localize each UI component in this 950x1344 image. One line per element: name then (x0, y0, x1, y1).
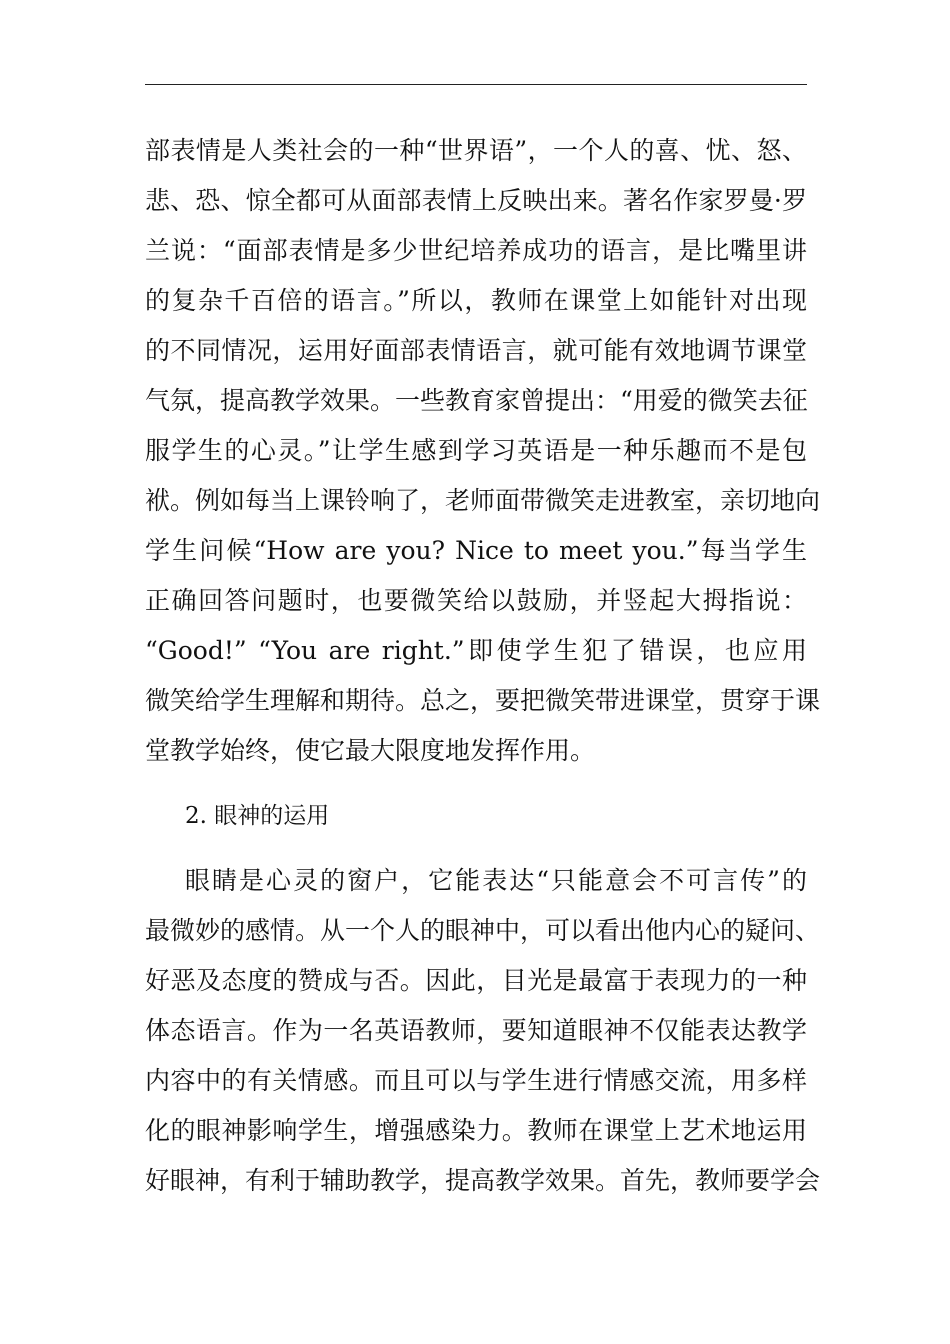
text-line: 服学生的心灵。”让学生感到学习英语是一种乐趣而不是包 (145, 436, 807, 465)
text-line: 体态语言。作为一名英语教师，要知道眼神不仅能表达教学 (145, 1016, 807, 1045)
section-heading: 2. 眼神的运用 (185, 803, 330, 829)
text-line: 部表情是人类社会的一种“世界语”，一个人的喜、忧、怒、 (145, 136, 807, 165)
text-line: 气氛，提高教学效果。一些教育家曾提出：“用爱的微笑去征 (145, 386, 808, 415)
text-line: 的复杂千百倍的语言。”所以，教师在课堂上如能针对出现 (145, 286, 807, 315)
text-line: “Good!” “You are right.”即使学生犯了错误，也应用 (145, 636, 807, 665)
text-line: 悲、恐、惊全都可从面部表情上反映出来。著名作家罗曼·罗 (145, 186, 807, 215)
text-line: 化的眼神影响学生，增强感染力。教师在课堂上艺术地运用 (145, 1116, 807, 1145)
text-line: 眼睛是心灵的窗户，它能表达“只能意会不可言传”的 (185, 866, 807, 895)
text-line: 的不同情况，运用好面部表情语言，就可能有效地调节课堂 (145, 336, 807, 365)
text-line: 好恶及态度的赞成与否。因此，目光是最富于表现力的一种 (145, 966, 807, 995)
text-line: 袱。例如每当上课铃响了，老师面带微笑走进教室，亲切地向 (145, 486, 821, 515)
text-line: 微笑给学生理解和期待。总之，要把微笑带进课堂，贯穿于课 (145, 686, 821, 715)
text-line: 兰说：“面部表情是多少世纪培养成功的语言，是比嘴里讲 (145, 236, 807, 265)
text-line: 正确回答问题时，也要微笑给以鼓励，并竖起大拇指说： (145, 586, 807, 615)
text-line: 学生问候“How are you? Nice to meet you.”每当学生 (145, 536, 807, 565)
text-line: 内容中的有关情感。而且可以与学生进行情感交流，用多样 (145, 1066, 807, 1095)
text-line: 堂教学始终，使它最大限度地发挥作用。 (145, 736, 596, 765)
text-line: 好眼神，有利于辅助教学，提高教学效果。首先，教师要学会 (145, 1166, 821, 1195)
text-line: 最微妙的感情。从一个人的眼神中，可以看出他内心的疑问、 (145, 916, 821, 945)
header-rule (145, 84, 807, 85)
